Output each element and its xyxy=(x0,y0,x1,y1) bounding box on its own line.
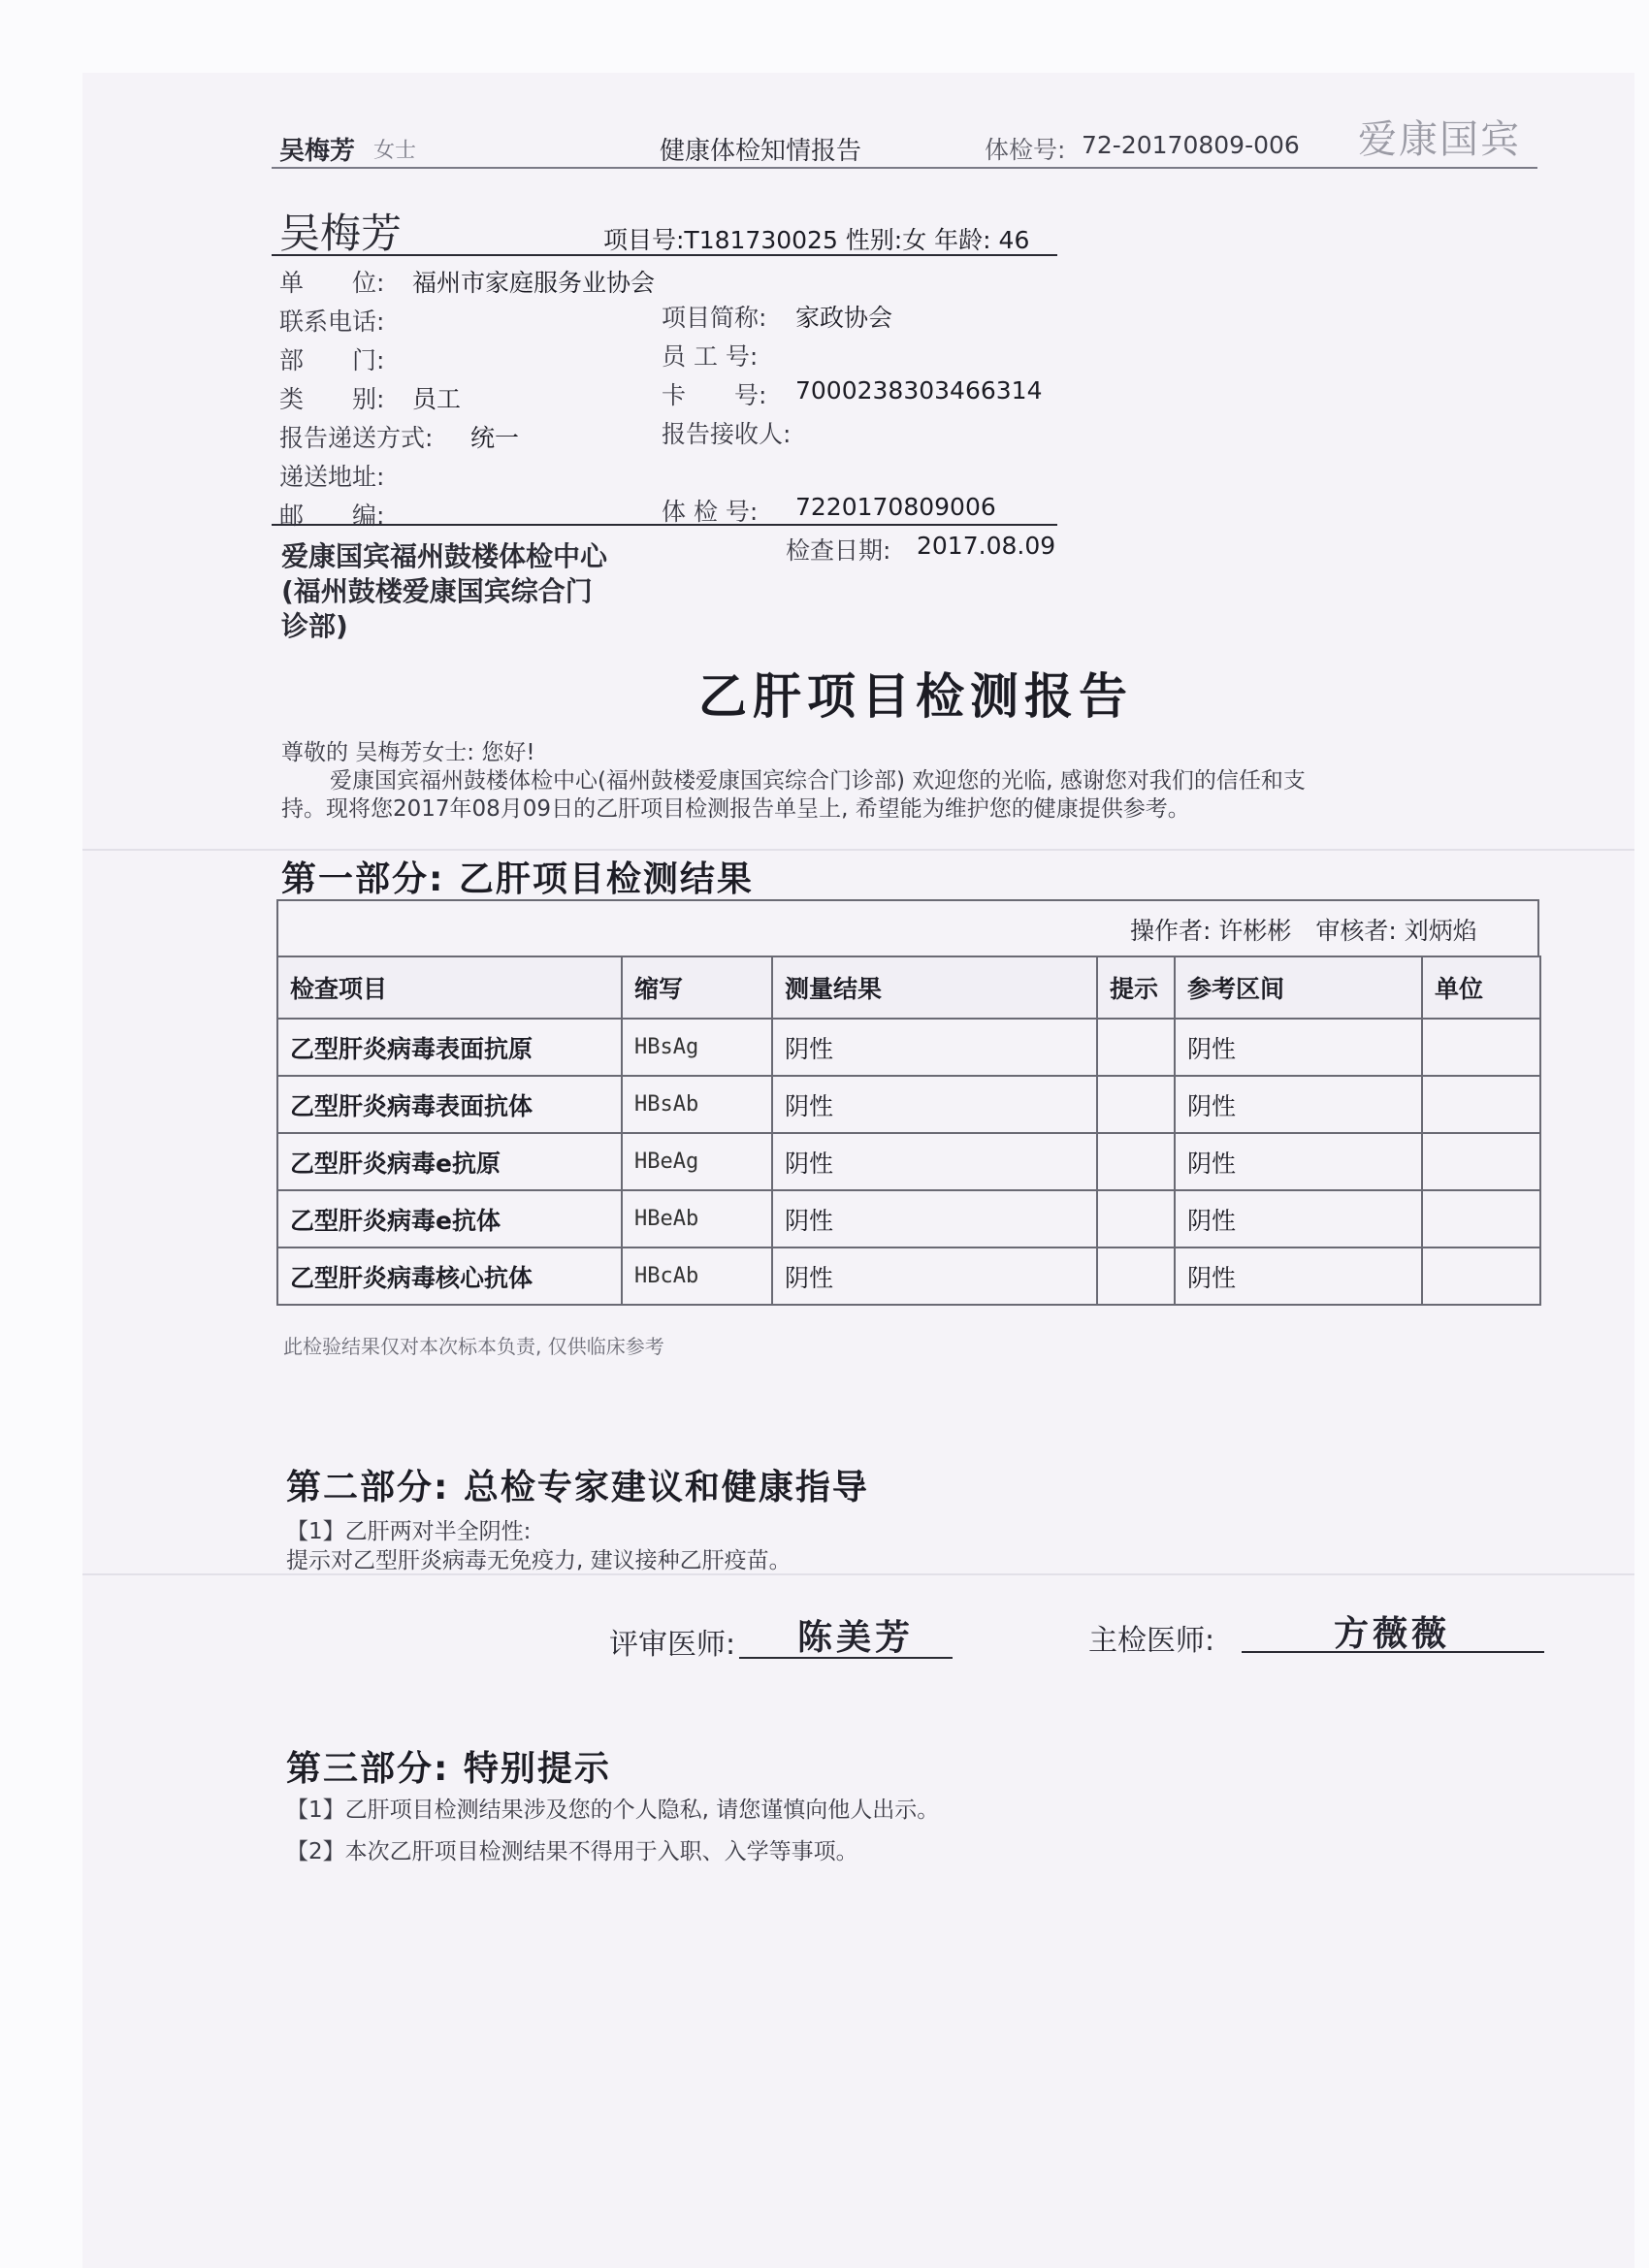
table-row xyxy=(277,1190,1540,1247)
unit-value: 福州市家庭服务业协会 xyxy=(412,269,656,297)
cell-unit xyxy=(1422,1019,1540,1076)
reviewer-signature: 陈美芳 xyxy=(797,1617,915,1658)
col-header-result: 测量结果 xyxy=(772,956,1097,1019)
cell-hint xyxy=(1097,1076,1175,1133)
center-name-line3: 诊部) xyxy=(281,610,348,642)
info-divider-bottom xyxy=(272,524,1057,526)
project-name-label: 项目简称: xyxy=(662,304,767,332)
chief-signature-line xyxy=(1242,1651,1544,1653)
cell-result: 阴性 xyxy=(772,1190,1097,1247)
category-label: 类 别: xyxy=(279,385,385,413)
greeting: 尊敬的 吴梅芳女士: 您好! xyxy=(281,740,535,765)
report-title: 乙肝项目检测报告 xyxy=(698,668,1133,725)
col-header-abbr: 缩写 xyxy=(622,956,772,1019)
col-header-ref: 参考区间 xyxy=(1175,956,1422,1019)
table-row xyxy=(277,1247,1540,1305)
chief-label: 主检医师: xyxy=(1088,1624,1215,1658)
info-divider-top xyxy=(272,254,1057,256)
dept-label: 部 门: xyxy=(279,346,385,374)
exam-date-value: 2017.08.09 xyxy=(917,532,1056,560)
delivery-label: 报告递送方式: xyxy=(279,424,434,452)
results-table xyxy=(276,956,1541,1306)
address-label: 递送地址: xyxy=(279,463,385,491)
cell-ref: 阴性 xyxy=(1175,1133,1422,1190)
zip-label: 邮 编: xyxy=(279,502,385,530)
part1-heading: 第一部分: 乙肝项目检测结果 xyxy=(281,859,754,899)
patient-name-large: 吴梅芳 xyxy=(279,210,403,257)
project-name-value: 家政协会 xyxy=(795,304,893,332)
table-row xyxy=(277,1076,1540,1133)
exam-date-label: 检查日期: xyxy=(786,536,891,565)
card-value: 7000238303466314 xyxy=(795,376,1043,405)
header-exam-no: 72-20170809-006 xyxy=(1082,131,1300,159)
header-divider xyxy=(272,167,1537,169)
header-salutation: 女士 xyxy=(373,139,417,163)
exam-number-label: 体 检 号: xyxy=(662,498,759,526)
cell-abbr: HBsAb xyxy=(622,1076,772,1133)
reviewer-signature-line xyxy=(739,1657,953,1659)
unit-label: 单 位: xyxy=(279,269,385,297)
paper-fold xyxy=(82,849,1634,851)
cell-result: 阴性 xyxy=(772,1247,1097,1305)
exam-number-value: 7220170809006 xyxy=(795,493,996,521)
part2-line2: 提示对乙型肝炎病毒无免疫力, 建议接种乙肝疫苗。 xyxy=(286,1548,792,1573)
part3-line2: 【2】本次乙肝项目检测结果不得用于入职、入学等事项。 xyxy=(286,1839,858,1864)
table-row xyxy=(277,1133,1540,1190)
phone-label: 联系电话: xyxy=(279,308,385,336)
col-header-item: 检查项目 xyxy=(277,956,622,1019)
part3-line1: 【1】乙肝项目检测结果涉及您的个人隐私, 请您谨慎向他人出示。 xyxy=(286,1798,940,1823)
cell-abbr: HBcAb xyxy=(622,1247,772,1305)
cell-result: 阴性 xyxy=(772,1133,1097,1190)
employee-no-label: 员 工 号: xyxy=(662,342,759,371)
cell-hint xyxy=(1097,1190,1175,1247)
chief-signature: 方薇薇 xyxy=(1334,1613,1451,1654)
table-row xyxy=(277,1019,1540,1076)
cell-ref: 阴性 xyxy=(1175,1190,1422,1247)
brand-logo: 爱康国宾 xyxy=(1358,117,1521,162)
intro-line2: 持。现将您2017年08月09日的乙肝项目检测报告单呈上, 希望能为维护您的健康提供参考。 xyxy=(281,796,1190,822)
header-exam-no-label: 体检号: xyxy=(985,136,1066,164)
cell-hint xyxy=(1097,1019,1175,1076)
col-header-unit: 单位 xyxy=(1422,956,1540,1019)
cell-item: 乙型肝炎病毒表面抗体 xyxy=(277,1076,622,1133)
card-label: 卡 号: xyxy=(662,381,767,409)
cell-ref: 阴性 xyxy=(1175,1019,1422,1076)
operator-line: 操作者: 许彬彬 审核者: 刘炳焰 xyxy=(1130,917,1477,945)
cell-abbr: HBsAg xyxy=(622,1019,772,1076)
col-header-hint: 提示 xyxy=(1097,956,1175,1019)
cell-hint xyxy=(1097,1247,1175,1305)
category-value: 员工 xyxy=(412,385,462,413)
header-patient-name: 吴梅芳 xyxy=(279,137,356,166)
cell-item: 乙型肝炎病毒e抗体 xyxy=(277,1190,622,1247)
project-line: 项目号:T181730025 性别:女 年龄: 46 xyxy=(603,226,1030,254)
cell-ref: 阴性 xyxy=(1175,1076,1422,1133)
cell-unit xyxy=(1422,1076,1540,1133)
part3-heading: 第三部分: 特别提示 xyxy=(286,1749,611,1789)
cell-unit xyxy=(1422,1247,1540,1305)
header-report-type: 健康体检知情报告 xyxy=(660,137,862,166)
results-note: 此检验结果仅对本次标本负责, 仅供临床参考 xyxy=(283,1335,664,1358)
cell-abbr: HBeAb xyxy=(622,1190,772,1247)
part2-line1: 【1】乙肝两对半全阴性: xyxy=(286,1519,532,1544)
cell-item: 乙型肝炎病毒e抗原 xyxy=(277,1133,622,1190)
cell-item: 乙型肝炎病毒核心抗体 xyxy=(277,1247,622,1305)
center-name-line2: (福州鼓楼爱康国宾综合门 xyxy=(281,575,593,607)
cell-item: 乙型肝炎病毒表面抗原 xyxy=(277,1019,622,1076)
cell-unit xyxy=(1422,1190,1540,1247)
cell-hint xyxy=(1097,1133,1175,1190)
part2-heading: 第二部分: 总检专家建议和健康指导 xyxy=(286,1468,869,1507)
cell-abbr: HBeAg xyxy=(622,1133,772,1190)
delivery-value: 统一 xyxy=(470,424,520,452)
results-header-row xyxy=(277,956,1540,1019)
cell-ref: 阴性 xyxy=(1175,1247,1422,1305)
cell-result: 阴性 xyxy=(772,1076,1097,1133)
intro-line1: 爱康国宾福州鼓楼体检中心(福州鼓楼爱康国宾综合门诊部) 欢迎您的光临, 感谢您对我们的信任和支 xyxy=(330,768,1306,794)
cell-result: 阴性 xyxy=(772,1019,1097,1076)
receiver-label: 报告接收人: xyxy=(662,420,792,448)
center-name-line1: 爱康国宾福州鼓楼体检中心 xyxy=(281,540,608,572)
cell-unit xyxy=(1422,1133,1540,1190)
reviewer-label: 评审医师: xyxy=(609,1628,736,1662)
